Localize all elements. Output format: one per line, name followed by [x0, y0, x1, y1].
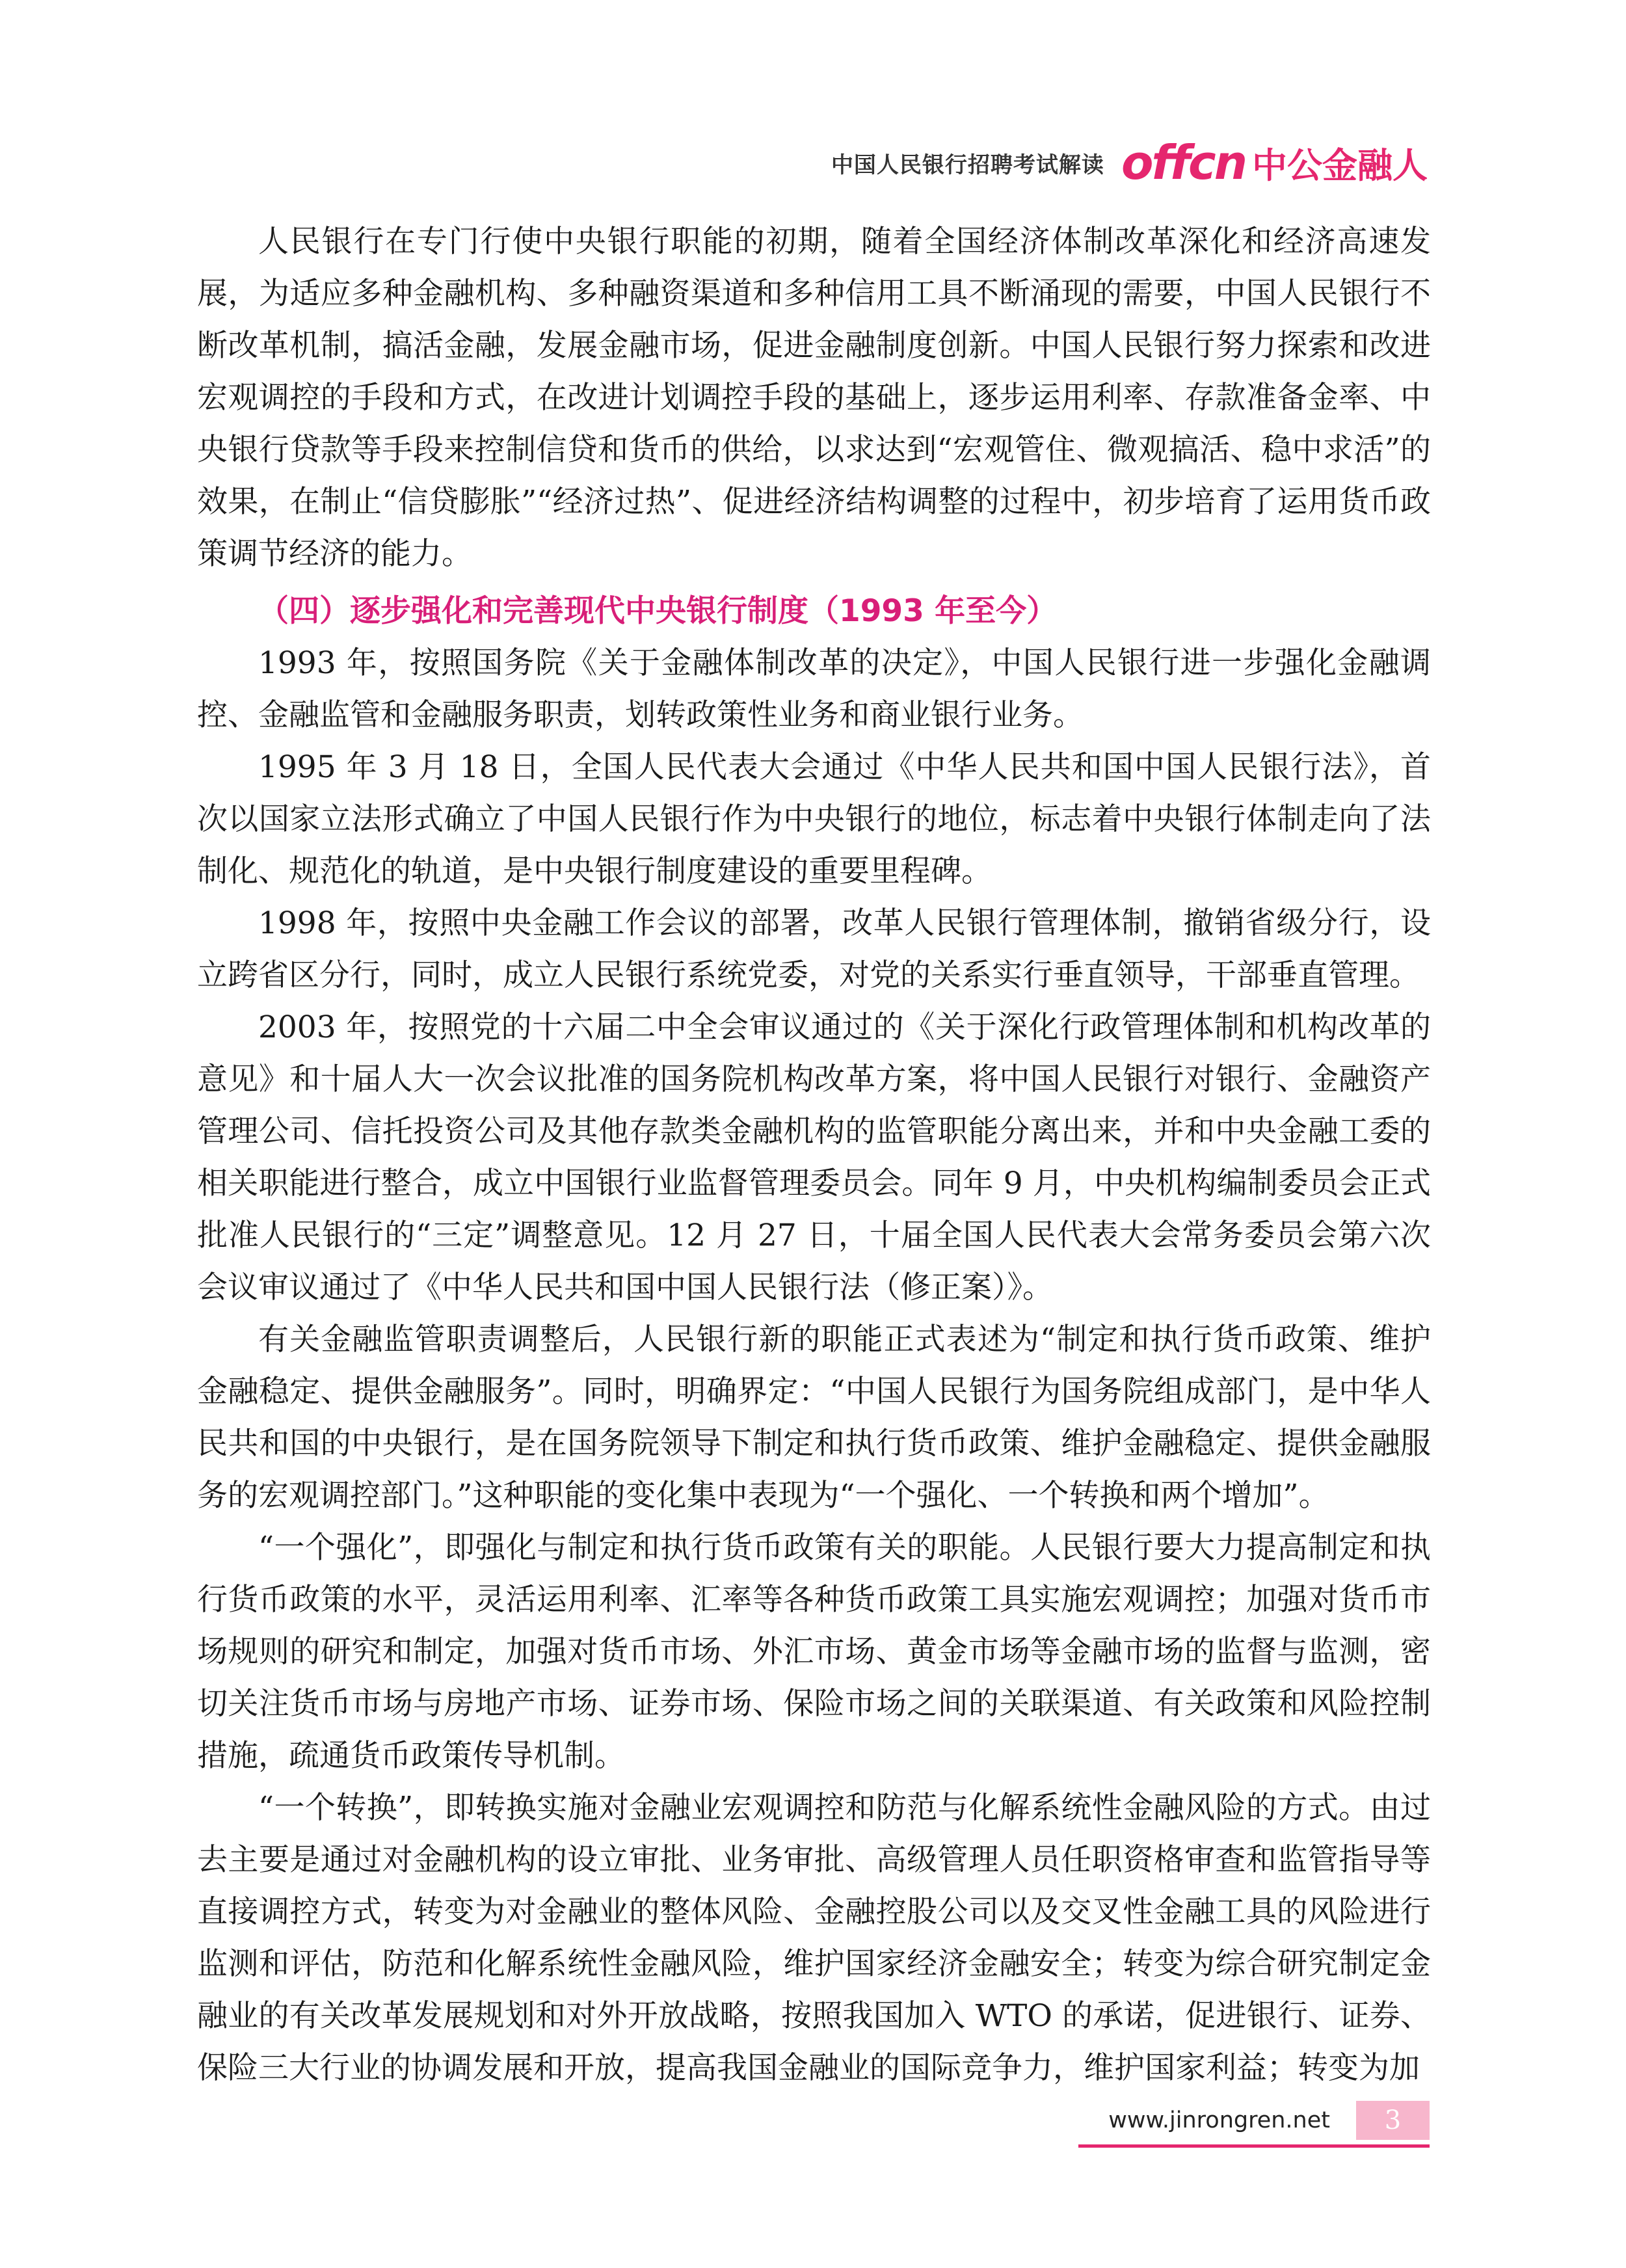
header-title: 中国人民银行招聘考试解读 — [831, 152, 1104, 178]
section-paragraph: 1995 年 3 月 18 日，全国人民代表大会通过《中华人民共和国中国人民银行法》，首次以国家立法形式确立了中国人民银行作为中央银行的地位，标志着中央银行体制走向了法制化、规范化的轨道，是中央银行制度建设的重要里程碑。 — [197, 749, 1431, 889]
section-heading: （四）逐步强化和完善现代中央银行制度（1993 年至今） — [258, 593, 1058, 629]
logo-mark: offcn — [1121, 135, 1246, 190]
body-paragraph: 人民银行在专门行使中央银行职能的初期，随着全国经济体制改革深化和经济高速发展，为适应多种金融机构、多种融资渠道和多种信用工具不断涌现的需要，中国人民银行不断改革机制，搞活金融，发展金融市场，促进金融制度创新。中国人民银行努力探索和改进宏观调控的手段和方式，在改进计划调控手段的基础上，逐步运用利率、存款准备金率、中央银行贷款等手段来控制信贷和货币的供给，以求达到“宏观管住、微观搞活、稳中求活”的效果，在制止“信贷膨胀”“经济过热”、促进经济结构调整的过程中，初步培育了运用货币政策调节经济的能力。 — [197, 224, 1431, 572]
section-paragraph: “一个强化”，即强化与制定和执行货币政策有关的职能。人民银行要大力提高制定和执行货币政策的水平，灵活运用利率、汇率等各种货币政策工具实施宏观调控；加强对货币市场规则的研究和制定，加强对货币市场、外汇市场、黄金市场等金融市场的监督与监测，密切关注货币市场与房地产市场、证券市场、保险市场之间的关联渠道、有关政策和风险控制措施，疏通货币政策传导机制。 — [197, 1530, 1431, 1774]
page-footer — [1108, 2101, 1430, 2140]
footer-divider — [1078, 2144, 1430, 2148]
page-body — [197, 216, 1431, 2094]
section-paragraph: 2003 年，按照党的十六届二中全会审议通过的《关于深化行政管理体制和机构改革的意见》和十届人大一次会议批准的国务院机构改革方案，将中国人民银行对银行、金融资产管理公司、信托投资公司及其他存款类金融机构的监管职能分离出来，并和中央金融工委的相关职能进行整合，成立中国银行业监督管理委员会。同年 9 月，中央机构编制委员会正式批准人民银行的“三定”调整意见。12 月 27 日，十届全国人民代表大会常务委员会第六次会议审议通过了《中华人民共和国中国人民银行法（修正案）》。 — [197, 1009, 1431, 1305]
brand-logo — [1121, 135, 1428, 190]
section-paragraph: 1993 年，按照国务院《关于金融体制改革的决定》，中国人民银行进一步强化金融调控、金融监管和金融服务职责，划转政策性业务和商业银行业务。 — [197, 645, 1431, 733]
section-paragraph: 1998 年，按照中央金融工作会议的部署，改革人民银行管理体制，撤销省级分行，设立跨省区分行，同时，成立人民银行系统党委，对党的关系实行垂直领导，干部垂直管理。 — [197, 905, 1431, 993]
footer-url: www.jinrongren.net — [1108, 2107, 1330, 2133]
logo-text: 中公金融人 — [1252, 144, 1428, 186]
section-paragraph: 有关金融监管职责调整后，人民银行新的职能正式表述为“制定和执行货币政策、维护金融稳定、提供金融服务”。同时，明确界定：“中国人民银行为国务院组成部门，是中华人民共和国的中央银行，是在国务院领导下制定和执行货币政策、维护金融稳定、提供金融服务的宏观调控部门。”这种职能的变化集中表现为“一个强化、一个转换和两个增加”。 — [197, 1322, 1431, 1514]
section-paragraph: “一个转换”，即转换实施对金融业宏观调控和防范与化解系统性金融风险的方式。由过去主要是通过对金融机构的设立审批、业务审批、高级管理人员任职资格审查和监管指导等直接调控方式，转变为对金融业的整体风险、金融控股公司以及交叉性金融工具的风险进行监测和评估，防范和化解系统性金融风险，维护国家经济金融安全；转变为综合研究制定金融业的有关改革发展规划和对外开放战略，按照我国加入 WTO 的承诺，促进银行、证券、保险三大行业的协调发展和开放，提高我国金融业的国际竞争力，维护国家利益；转变为加 — [197, 1790, 1431, 2086]
page-header — [831, 133, 1428, 192]
page-number-badge: 3 — [1356, 2101, 1430, 2140]
